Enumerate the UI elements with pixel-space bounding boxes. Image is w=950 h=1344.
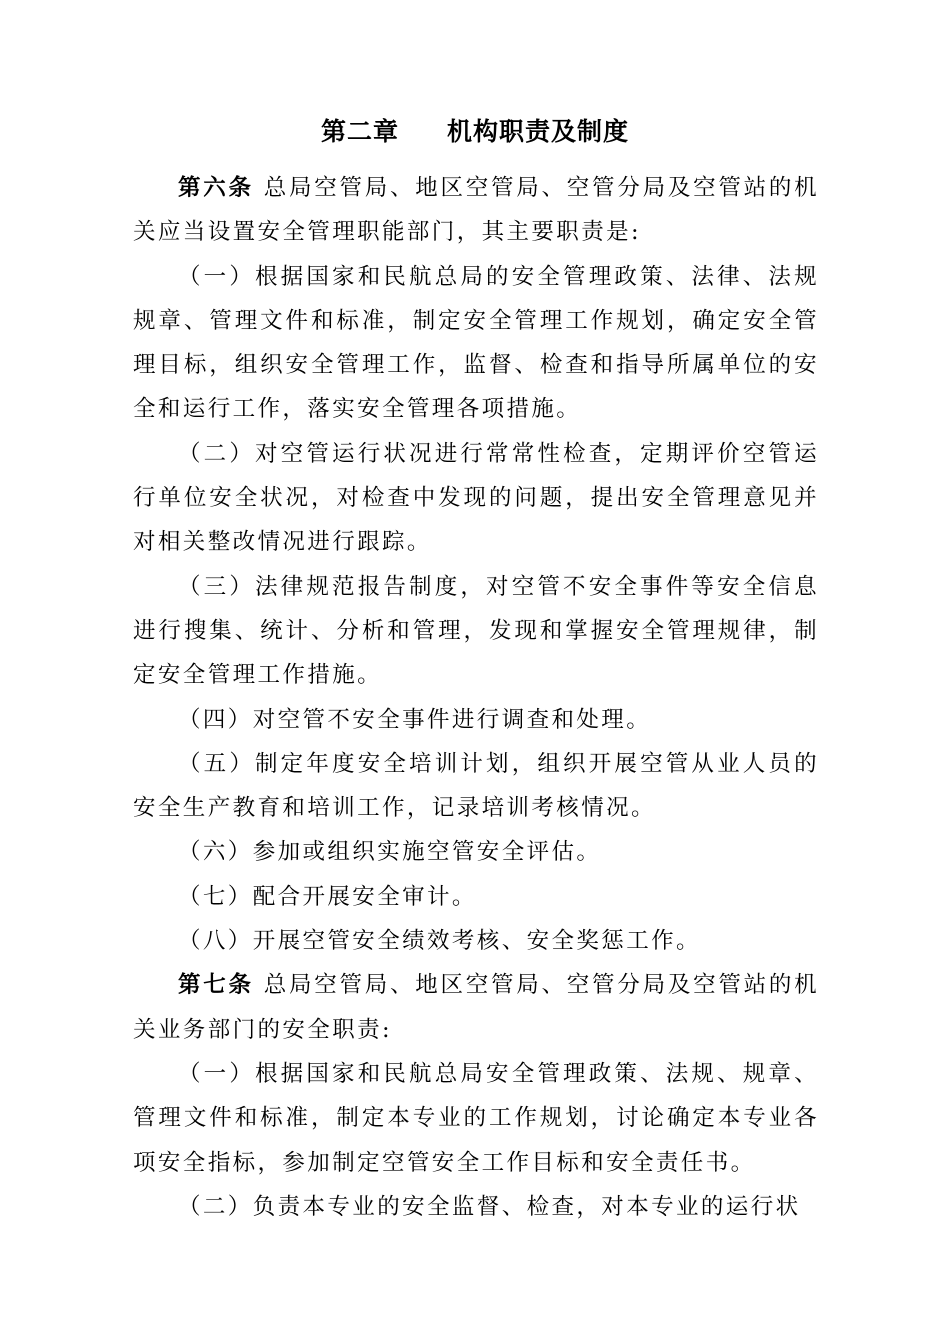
clause-paragraph <box>133 565 819 698</box>
paragraph-text: 总局空管局、地区空管局、空管分局及空管站的机关业务部门的安全职责: <box>133 972 819 1043</box>
paragraph-text: （五）制定年度安全培训计划，组织开展空管从业人员的安全生产教育和培训工作，记录培训考核情况。 <box>133 750 819 822</box>
clause-paragraph <box>133 742 819 831</box>
clause-paragraph <box>133 830 819 874</box>
paragraph-text: （八）开展空管安全绩效考核、安全奖惩工作。 <box>178 928 701 955</box>
article-paragraph <box>133 166 819 255</box>
document-body <box>133 166 819 1229</box>
clause-paragraph <box>133 919 819 963</box>
paragraph-text: （一）根据国家和民航总局的安全管理政策、法律、法规规章、管理文件和标准，制定安全管理工作规划，确定安全管理目标，组织安全管理工作，监督、检查和指导所属单位的安全和运行工作，落实安全管理各项措施。 <box>133 263 819 423</box>
chapter-heading <box>0 112 950 152</box>
clause-paragraph <box>133 255 819 432</box>
paragraph-text: 总局空管局、地区空管局、空管分局及空管站的机关应当设置安全管理职能部门，其主要职责是: <box>133 175 819 246</box>
clause-paragraph <box>133 432 819 565</box>
clause-paragraph <box>133 1185 819 1229</box>
paragraph-text: （六）参加或组织实施空管安全评估。 <box>178 839 602 866</box>
clause-paragraph <box>133 875 819 919</box>
clause-paragraph <box>133 1052 819 1185</box>
paragraph-text: （四）对空管不安全事件进行调查和处理。 <box>178 706 652 733</box>
paragraph-text: （一）根据国家和民航总局安全管理政策、法规、规章、管理文件和标准，制定本专业的工作规划，讨论确定本专业各项安全指标，参加制定空管安全工作目标和安全责任书。 <box>133 1060 819 1176</box>
paragraph-text: （二）对空管运行状况进行常常性检查，定期评价空管运行单位安全状况，对检查中发现的问题，提出安全管理意见并对相关整改情况进行跟踪。 <box>133 440 819 556</box>
article-number: 第七条 <box>178 972 254 999</box>
chapter-title-text: 机构职责及制度 <box>447 117 630 146</box>
clause-paragraph <box>133 698 819 742</box>
paragraph-text: （二）负责本专业的安全监督、检查，对本专业的运行状 <box>178 1193 801 1220</box>
paragraph-text: （三）法律规范报告制度，对空管不安全事件等安全信息进行搜集、统计、分析和管理，发现和掌握安全管理规律，制定安全管理工作措施。 <box>133 573 819 689</box>
paragraph-text: （七）配合开展安全审计。 <box>178 883 477 910</box>
article-paragraph <box>133 963 819 1052</box>
chapter-number: 第二章 <box>320 117 399 146</box>
article-number: 第六条 <box>178 175 254 201</box>
